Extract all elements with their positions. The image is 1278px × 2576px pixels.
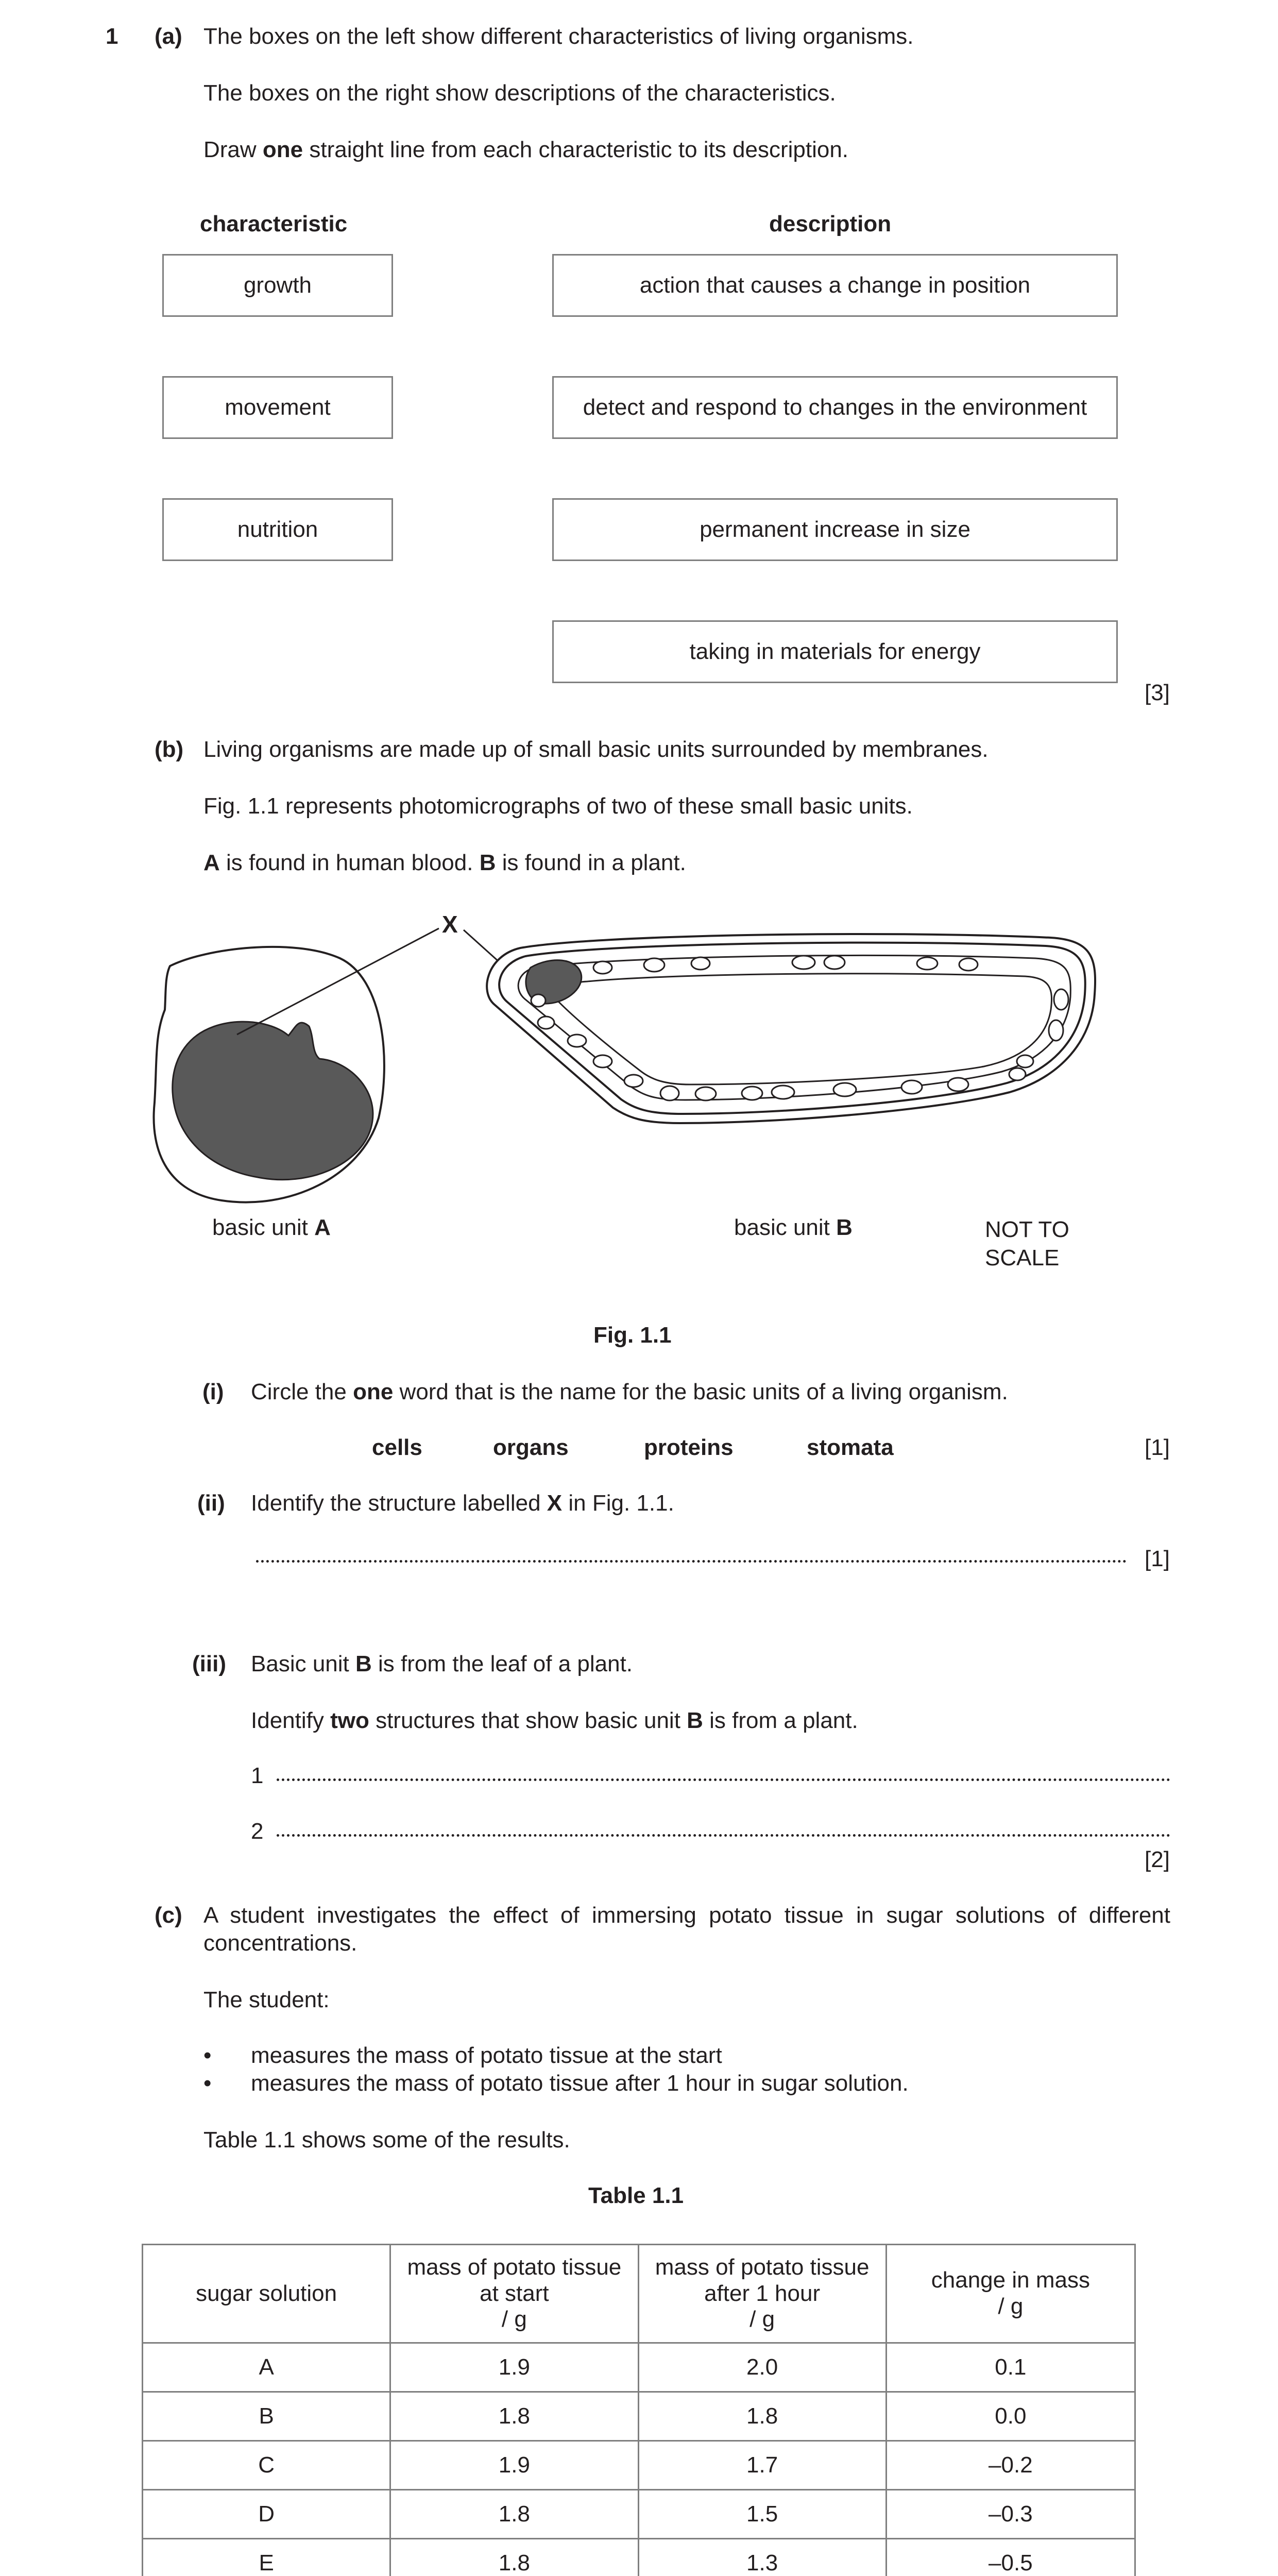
bullet-marker-1: • (203, 2043, 212, 2068)
header-mass-after: mass of potato tissue after 1 hour / g (638, 2245, 886, 2343)
table-row (143, 2343, 1135, 2392)
cell-solution: E (143, 2539, 390, 2576)
answer-number-1: 1 (251, 1763, 264, 1788)
table-row (143, 2539, 1135, 2576)
answer-line-b-iii-2[interactable] (277, 1834, 1170, 1837)
cell-mass-after: 1.5 (638, 2490, 886, 2539)
figure-caption: Fig. 1.1 (593, 1323, 672, 1348)
label-x: X (442, 911, 458, 938)
cell-mass-after: 1.8 (638, 2392, 886, 2441)
cell-change: –0.5 (886, 2539, 1135, 2576)
description-box-4[interactable]: taking in materials for energy (552, 620, 1118, 683)
cell-mass-after: 2.0 (638, 2343, 886, 2392)
part-a-line-2: The boxes on the right show descriptions of the characteristics. (203, 80, 836, 106)
cell-mass-start: 1.9 (390, 2343, 638, 2392)
part-b-iii-line-2: Identify two structures that show basic unit B is from a plant. (251, 1708, 858, 1733)
part-a-instruction: Draw one straight line from each characteristic to its description. (203, 137, 849, 162)
part-c-intro-line-1: A student investigates the effect of immersing potato tissue in sugar solutions of different (203, 1903, 1170, 1928)
characteristic-box-movement[interactable]: movement (162, 376, 393, 439)
cell-change: –0.2 (886, 2441, 1135, 2490)
cell-change: 0.0 (886, 2392, 1135, 2441)
table-row (143, 2392, 1135, 2441)
cell-mass-start: 1.8 (390, 2539, 638, 2576)
part-b-line-3: A is found in human blood. B is found in a plant. (203, 850, 686, 875)
part-b-line-1: Living organisms are made up of small basic units surrounded by membranes. (203, 737, 989, 762)
basic-unit-a-cell (154, 947, 384, 1202)
cell-mass-after: 1.7 (638, 2441, 886, 2490)
characteristic-heading: characteristic (200, 211, 348, 236)
part-b-ii-question: Identify the structure labelled X in Fig. 1.1. (251, 1490, 674, 1516)
part-b-i-question: Circle the one word that is the name for the basic units of a living organism. (251, 1379, 1008, 1404)
table-intro: Table 1.1 shows some of the results. (203, 2127, 570, 2153)
cell-solution: B (143, 2392, 390, 2441)
table-row (143, 2441, 1135, 2490)
table-header-row (143, 2245, 1135, 2343)
description-heading: description (769, 211, 892, 236)
part-b-iii-label: (iii) (192, 1651, 226, 1676)
basic-unit-a-label: basic unit A (212, 1215, 331, 1240)
bullet-1: measures the mass of potato tissue at the start (251, 2043, 722, 2068)
bullet-2: measures the mass of potato tissue after 1 hour in sugar solution. (251, 2071, 909, 2096)
cell-mass-after: 1.3 (638, 2539, 886, 2576)
part-b-line-2: Fig. 1.1 represents photomicrographs of two of these small basic units. (203, 793, 913, 819)
bullet-marker-2: • (203, 2071, 212, 2096)
not-to-scale-line-1: NOT TO (985, 1217, 1069, 1242)
cell-solution: C (143, 2441, 390, 2490)
part-b-ii-label: (ii) (197, 1490, 225, 1516)
part-b-i-label: (i) (202, 1379, 224, 1404)
part-c-student: The student: (203, 1987, 330, 2012)
part-c-label: (c) (155, 1903, 182, 1928)
header-sugar-solution: sugar solution (143, 2245, 390, 2343)
characteristic-box-growth[interactable]: growth (162, 254, 393, 317)
table-row (143, 2490, 1135, 2539)
cell-solution: D (143, 2490, 390, 2539)
characteristic-box-nutrition[interactable]: nutrition (162, 498, 393, 561)
part-b-iii-line-1: Basic unit B is from the leaf of a plant. (251, 1651, 633, 1676)
basic-unit-b-label: basic unit B (734, 1215, 853, 1240)
part-c-intro-line-2: concentrations. (203, 1930, 357, 1956)
not-to-scale-line-2: SCALE (985, 1245, 1060, 1270)
question-number: 1 (106, 24, 118, 49)
answer-line-b-iii-1[interactable] (277, 1778, 1170, 1781)
part-a-marks: [3] (1145, 680, 1170, 705)
cell-mass-start: 1.9 (390, 2441, 638, 2490)
option-stomata[interactable]: stomata (807, 1435, 894, 1460)
description-box-3[interactable]: permanent increase in size (552, 498, 1118, 561)
results-table (142, 2244, 1136, 2576)
option-organs[interactable]: organs (493, 1435, 569, 1460)
part-b-label: (b) (155, 737, 184, 762)
header-change-in-mass: change in mass / g (886, 2245, 1135, 2343)
option-cells[interactable]: cells (372, 1435, 422, 1460)
cell-mass-start: 1.8 (390, 2392, 638, 2441)
table-title: Table 1.1 (588, 2183, 684, 2208)
part-a-line-1: The boxes on the left show different characteristics of living organisms. (203, 24, 914, 49)
answer-number-2: 2 (251, 1819, 264, 1844)
figure-1-1 (0, 907, 1278, 2226)
header-mass-start: mass of potato tissue at start / g (390, 2245, 638, 2343)
part-b-i-marks: [1] (1145, 1435, 1170, 1460)
description-box-2[interactable]: detect and respond to changes in the environment (552, 376, 1118, 439)
cell-change: 0.1 (886, 2343, 1135, 2392)
part-b-iii-marks: [2] (1145, 1847, 1170, 1872)
cell-solution: A (143, 2343, 390, 2392)
cell-mass-start: 1.8 (390, 2490, 638, 2539)
part-a-label: (a) (155, 24, 182, 49)
description-box-1[interactable]: action that causes a change in position (552, 254, 1118, 317)
answer-line-b-ii[interactable] (256, 1560, 1127, 1563)
option-proteins[interactable]: proteins (644, 1435, 734, 1460)
basic-unit-b-cell (487, 934, 1095, 1123)
part-b-ii-marks: [1] (1145, 1546, 1170, 1571)
cell-change: –0.3 (886, 2490, 1135, 2539)
